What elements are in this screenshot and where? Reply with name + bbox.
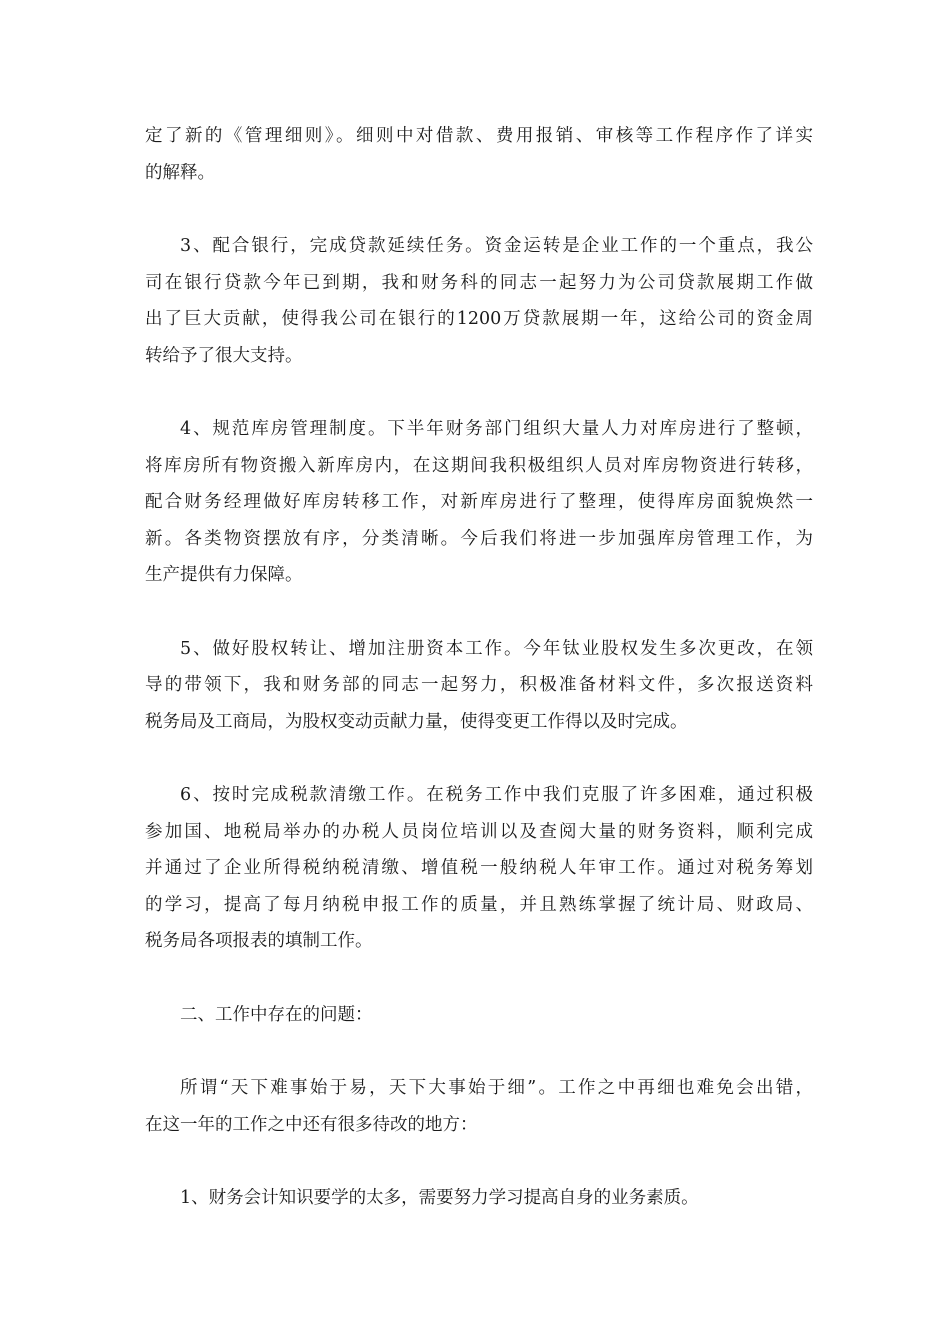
section-heading: 二、工作中存在的问题：	[180, 1004, 373, 1025]
text-line: 5、做好股权转让、增加注册资本工作。今年钛业股权发生多次更改，在领	[180, 638, 813, 659]
text-line: 的学习，提高了每月纳税申报工作的质量，并且熟练掌握了统计局、财政局、	[145, 894, 813, 915]
paragraph-equity-transfer	[145, 631, 813, 741]
text-line: 将库房所有物资搬入新库房内，在这期间我积极组织人员对库房物资进行转移，	[145, 455, 813, 476]
text-line: 在这一年的工作之中还有很多待改的地方：	[145, 1114, 478, 1135]
text-line: 1、财务会计知识要学的太多，需要努力学习提高自身的业务素质。	[180, 1188, 699, 1208]
paragraph-tax-settlement	[145, 777, 813, 960]
text-line: 3、配合银行，完成贷款延续任务。资金运转是企业工作的一个重点，我公	[180, 236, 813, 256]
text-line: 导的带领下，我和财务部的同志一起努力，积极准备材料文件，多次报送资料	[145, 675, 813, 695]
paragraph-problems-intro	[145, 1070, 813, 1143]
paragraph-warehouse	[145, 411, 813, 594]
text-line: 4、规范库房管理制度。下半年财务部门组织大量人力对库房进行了整顿，	[180, 419, 813, 439]
text-line: 的解释。	[145, 162, 215, 183]
text-line: 所谓“天下难事始于易，天下大事始于细”。工作之中再细也难免会出错，	[180, 1078, 813, 1098]
text-line: 定了新的《管理细则》。细则中对借款、费用报销、审核等工作程序作了详实	[145, 126, 813, 146]
text-line: 配合财务经理做好库房转移工作，对新库房进行了整理，使得库房面貌焕然一	[145, 492, 813, 512]
text-line: 6、按时完成税款清缴工作。在税务工作中我们克服了许多困难，通过积极	[180, 785, 813, 805]
paragraph-bank-loan	[145, 228, 813, 374]
paragraph-problem-1	[145, 1180, 813, 1217]
text-line: 参加国、地税局举办的办税人员岗位培训以及查阅大量的财务资料，顺利完成	[145, 821, 813, 842]
text-line: 税务局各项报表的填制工作。	[145, 931, 373, 951]
text-line: 新。各类物资摆放有序，分类清晰。今后我们将进一步加强库房管理工作，为	[145, 528, 813, 549]
text-line: 出了巨大贡献，使得我公司在银行的1200万贷款展期一年，这给公司的资金周	[145, 309, 813, 329]
paragraph-management-rules	[145, 118, 813, 191]
section-heading-problems	[145, 997, 813, 1034]
text-line: 转给予了很大支持。	[145, 345, 303, 366]
text-line: 生产提供有力保障。	[145, 565, 303, 585]
document-page	[145, 118, 813, 1254]
text-line: 并通过了企业所得税纳税清缴、增值税一般纳税人年审工作。通过对税务筹划	[145, 858, 813, 878]
text-line: 司在银行贷款今年已到期，我和财务科的同志一起努力为公司贷款展期工作做	[145, 272, 813, 293]
text-line: 税务局及工商局，为股权变动贡献力量，使得变更工作得以及时完成。	[145, 711, 688, 732]
